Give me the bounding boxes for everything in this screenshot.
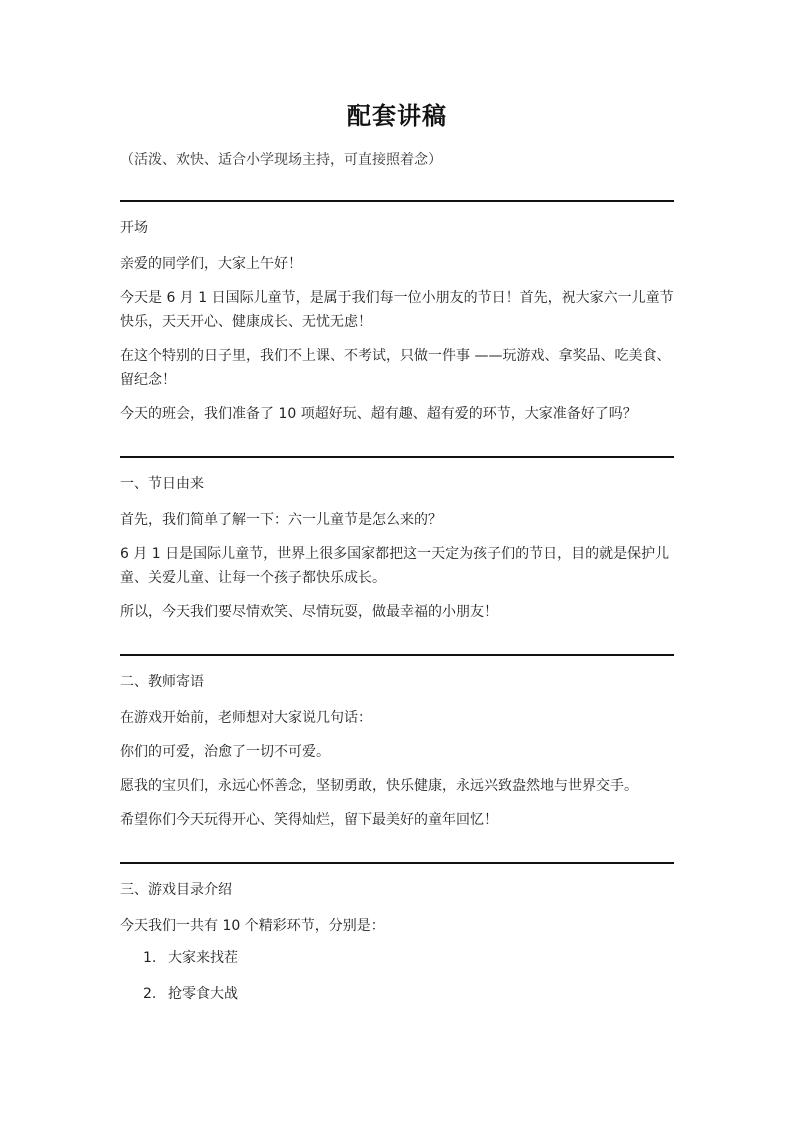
section-divider [120,862,674,864]
page-title: 配套讲稿 [347,102,447,130]
section-festival-origin [120,456,674,634]
section-opening [120,200,674,436]
list-item [120,984,674,1004]
game-list [120,948,674,1004]
list-item-number: 1. [143,950,157,966]
section-divider [120,200,674,202]
paragraph: 今天的班会，我们准备了 10 项超好玩、超有趣、超有爱的环节，大家准备好了吗？ [120,406,637,422]
paragraph: 今天我们一共有 10 个精彩环节，分别是： [120,918,385,934]
paragraph: 今天是 6 月 1 日国际儿童节，是属于我们每一位小朋友的节日！首先，祝大家六一儿童节快乐，天天开心、健康成长、无忧无虑！ [120,290,674,330]
section-teacher-message [120,654,674,842]
section-heading: 一、节日由来 [120,476,204,492]
paragraph: 首先，我们简单了解一下：六一儿童节是怎么来的？ [120,512,442,528]
paragraph: 所以，今天我们要尽情欢笑、尽情玩耍，做最幸福的小朋友！ [120,604,498,620]
list-item-text: 抢零食大战 [168,986,238,1002]
paragraph: 在这个特别的日子里，我们不上课、不考试，只做一件事 ——玩游戏、拿奖品、吃美食、留纪念！ [120,348,671,388]
list-item [120,948,674,968]
paragraph: 愿我的宝贝们，永远心怀善念，坚韧勇敢，快乐健康，永远兴致盎然地与世界交手。 [120,778,638,794]
paragraph: 亲爱的同学们，大家上午好！ [120,256,302,272]
section-heading: 开场 [120,220,148,236]
section-heading: 三、游戏目录介绍 [120,882,232,898]
list-item-text: 大家来找茬 [168,950,238,966]
section-game-list [120,862,674,1020]
page-subtitle: （活泼、欢快、适合小学现场主持，可直接照着念） [120,152,442,168]
paragraph: 希望你们今天玩得开心、笑得灿烂，留下最美好的童年回忆！ [120,812,498,828]
section-divider [120,456,674,458]
section-heading: 二、教师寄语 [120,674,204,690]
list-item-number: 2. [143,986,157,1002]
paragraph: 在游戏开始前，老师想对大家说几句话： [120,710,372,726]
paragraph: 6 月 1 日是国际儿童节，世界上很多国家都把这一天定为孩子们的节日，目的就是保护儿童、关爱儿童、让每一个孩子都快乐成长。 [120,546,670,586]
section-divider [120,654,674,656]
paragraph: 你们的可爱，治愈了一切不可爱。 [120,744,330,760]
